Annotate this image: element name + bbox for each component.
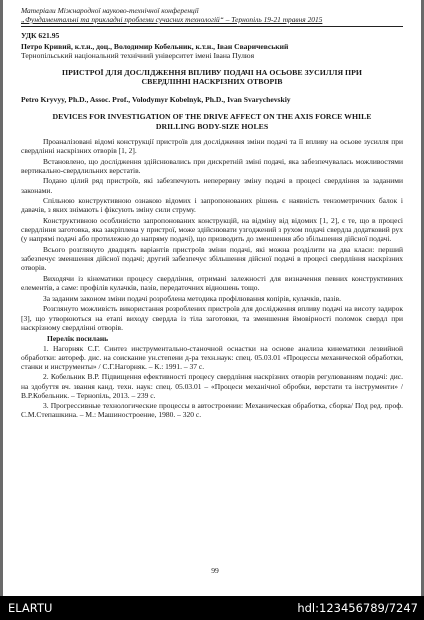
reference-item: 3. Прогрессивные технологические процессы в автостроении: Механическая обработка, сборка/ Под ред. проф. С.М.Степашкина. – М.: Машиностроение, 1980. – 320 с. [21, 400, 403, 420]
paragraph: Конструктивною особливістю запропонованих конструкцій, на відміну від відомих [1, 2], є те, що в процесі свердління заготовка, яка закріплена у пристрої, може здійснювати узгоджений з рухом подачі свердла додатковий рух (у напрямі подачі або протилежно до напряму подачі), що призводить до зменшення або збільшення дійсної подачі. [21, 216, 403, 244]
paragraph: Подано цілий ряд пристроїв, які забезпечують неперервну зміну подачі в процесі свердління за заданими законами. [21, 176, 403, 195]
title-en: DEVICES FOR INVESTIGATION OF THE DRIVE AFFECT ON THE AXIS FORCE WHILE DRILLING BODY-SIZE HOLES [52, 112, 372, 131]
reference-list [21, 344, 403, 419]
authors-en: Petro Kryvyy, Ph.D., Assoc. Prof., Volodymyr Kobelnyk, Ph.D., Ivan Svarychevskiy [21, 95, 291, 105]
reference-item: 2. Кобельник В.Р. Підвищення ефективності процесу свердління наскрізних отворів регулюванням подачі: дис. на здобуття вч. звання канд. техн. наук: спец. 05.03.01 – «Процеси механічної обробки, верстати та інструменти» / В.Р.Кобельник. – Тернопіль, 2013. – 239 с. [21, 372, 403, 400]
paragraph: Встановлено, що дослідження здійснювались при дискретній зміні подачі, яка забезпечувалась можливостями вертикально-свердлильних верстатів. [21, 156, 403, 175]
udc-code: УДК 621.95 [21, 31, 60, 40]
title-ua: ПРИСТРОЇ ДЛЯ ДОСЛІДЖЕННЯ ВПЛИВУ ПОДАЧІ НА ОСЬОВЕ ЗУСИЛЛЯ ПРИ СВЕРДЛІННІ НАСКРІЗНИХ ОТВОРІВ [62, 68, 362, 87]
abstract-body [21, 137, 403, 332]
repository-name: ELARTU [8, 601, 53, 615]
paragraph: Розглянуто можливість використання розроблених пристроїв для дослідження впливу подачі на висоту задирок [3], що утворюються на етапі виходу свердла із тіла заготовки, та зменшення ймовірності поломок свердл при наскрізному свердлінні отворів. [21, 304, 403, 332]
paragraph: Всього розглянуто двадцять варіантів пристроїв зміни подачі, які можна розділити на два класи: перший забезпечує зменшення дійсної подачі; другий забезпечує збільшення дійсної подачі в процесі свердління наскрізних отворів. [21, 245, 403, 273]
authors-ua: Петро Кривий, к.т.н., доц., Володимир Кобельник, к.т.н., Іван Сваричевський [21, 42, 289, 51]
running-header [21, 6, 403, 27]
references-heading: Перелік посилань [47, 333, 109, 343]
paragraph: Проаналізовані відомі конструкції пристроїв для дослідження зміни подачі та її впливу на осьове зусилля при свердлінні наскрізних отворів [1, 2]. [21, 136, 403, 155]
affiliation: Тернопільський національний технічний університет імені Івана Пулюя [21, 51, 255, 60]
page-number: 99 [211, 566, 219, 575]
handle-id: hdl:123456789/7247 [297, 601, 418, 615]
page-content [21, 6, 403, 420]
paragraph: За заданим законом зміни подачі розроблена методика профілювання копірів, кулачків, пазів. [43, 293, 342, 303]
paragraph: Виходячи із кінематики процесу свердління, отримані залежності для визначення певних конструктивних елементів, а саме: профілів кулачків, пазів, передаточних відношень тощо. [21, 274, 403, 293]
repository-footer [0, 596, 424, 620]
paragraph: Спільною конструктивною ознакою відомих і запропонованих рішень є наявність тензометричних балок і давачів, з яких знімають і фіксують зміну сили струму. [21, 196, 403, 215]
header-line-1: Матеріали Міжнародної науково-технічної конференції [21, 6, 199, 15]
header-line-2: „Фундаментальні та прикладні проблеми сучасних технологій“ – Тернопіль 19-21 травня 2015 [21, 15, 323, 24]
reference-item: 1. Нагорняк С.Г. Синтез инструментально-станочной оснастки на основе анализа кинематики лезвийной обработки: автореф. дис. на соискание ун.степени д-ра техн.наук: спец. 05.03.01 «Процессы механической обработки, станки и инструменты» / С.Г.Нагорняк. – К.: 1991. – 37 с. [21, 343, 403, 372]
